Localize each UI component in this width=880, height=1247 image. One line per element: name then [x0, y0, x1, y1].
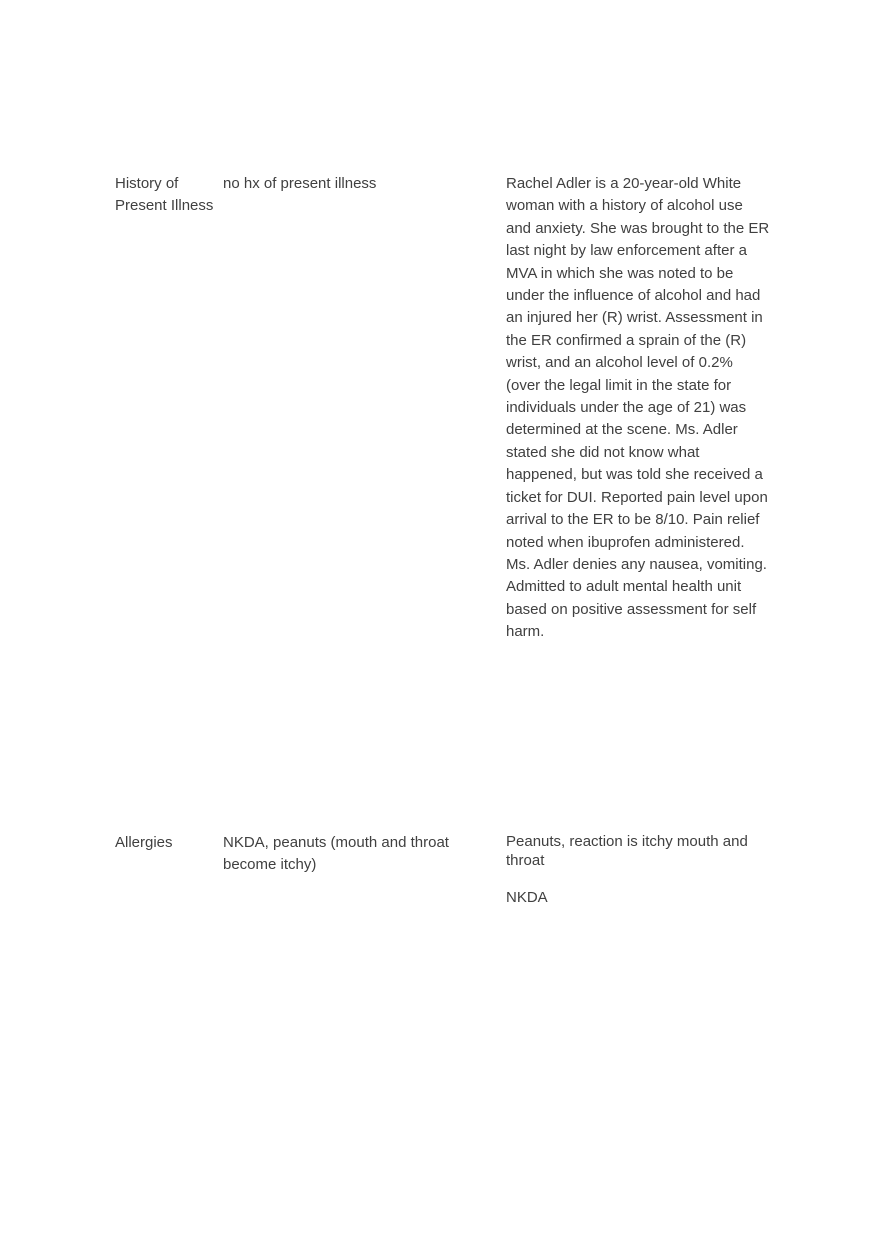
hpi-label: History of Present Illness	[115, 175, 214, 215]
allergies-reference-entry	[506, 832, 771, 907]
allergies-student-entry: NKDA, peanuts (mouth and throat become itchy)	[223, 834, 449, 874]
hpi-reference-entry	[506, 173, 771, 644]
hpi-reference-text: Rachel Adler is a 20-year-old White woman with a history of alcohol use and anxiety. She was brought to the ER last night by law enforcement after a MVA in which she was noted to be under the influence of alcohol and had an injured her (R) wrist. Assessment in the ER confirmed a sprain of the (R) wrist, and an alcohol level of 0.2% (over the legal limit in the state for individuals under the age of 21) was determined at the scene. Ms. Adler stated she did not know what happened, but was told she received a ticket for DUI. Reported pain level upon arrival to the ER to be 8/10. Pain relief noted when ibuprofen administered. Ms. Adler denies any nausea, vomiting. Admitted to adult mental health unit based on positive assessment for self harm.	[506, 175, 770, 641]
allergies-reference-nkda: NKDA	[506, 889, 548, 906]
hpi-student-entry: no hx of present illness	[223, 175, 377, 192]
allergies-reference-peanuts: Peanuts, reaction is itchy mouth and throat	[506, 833, 748, 869]
allergies-label: Allergies	[115, 834, 173, 851]
